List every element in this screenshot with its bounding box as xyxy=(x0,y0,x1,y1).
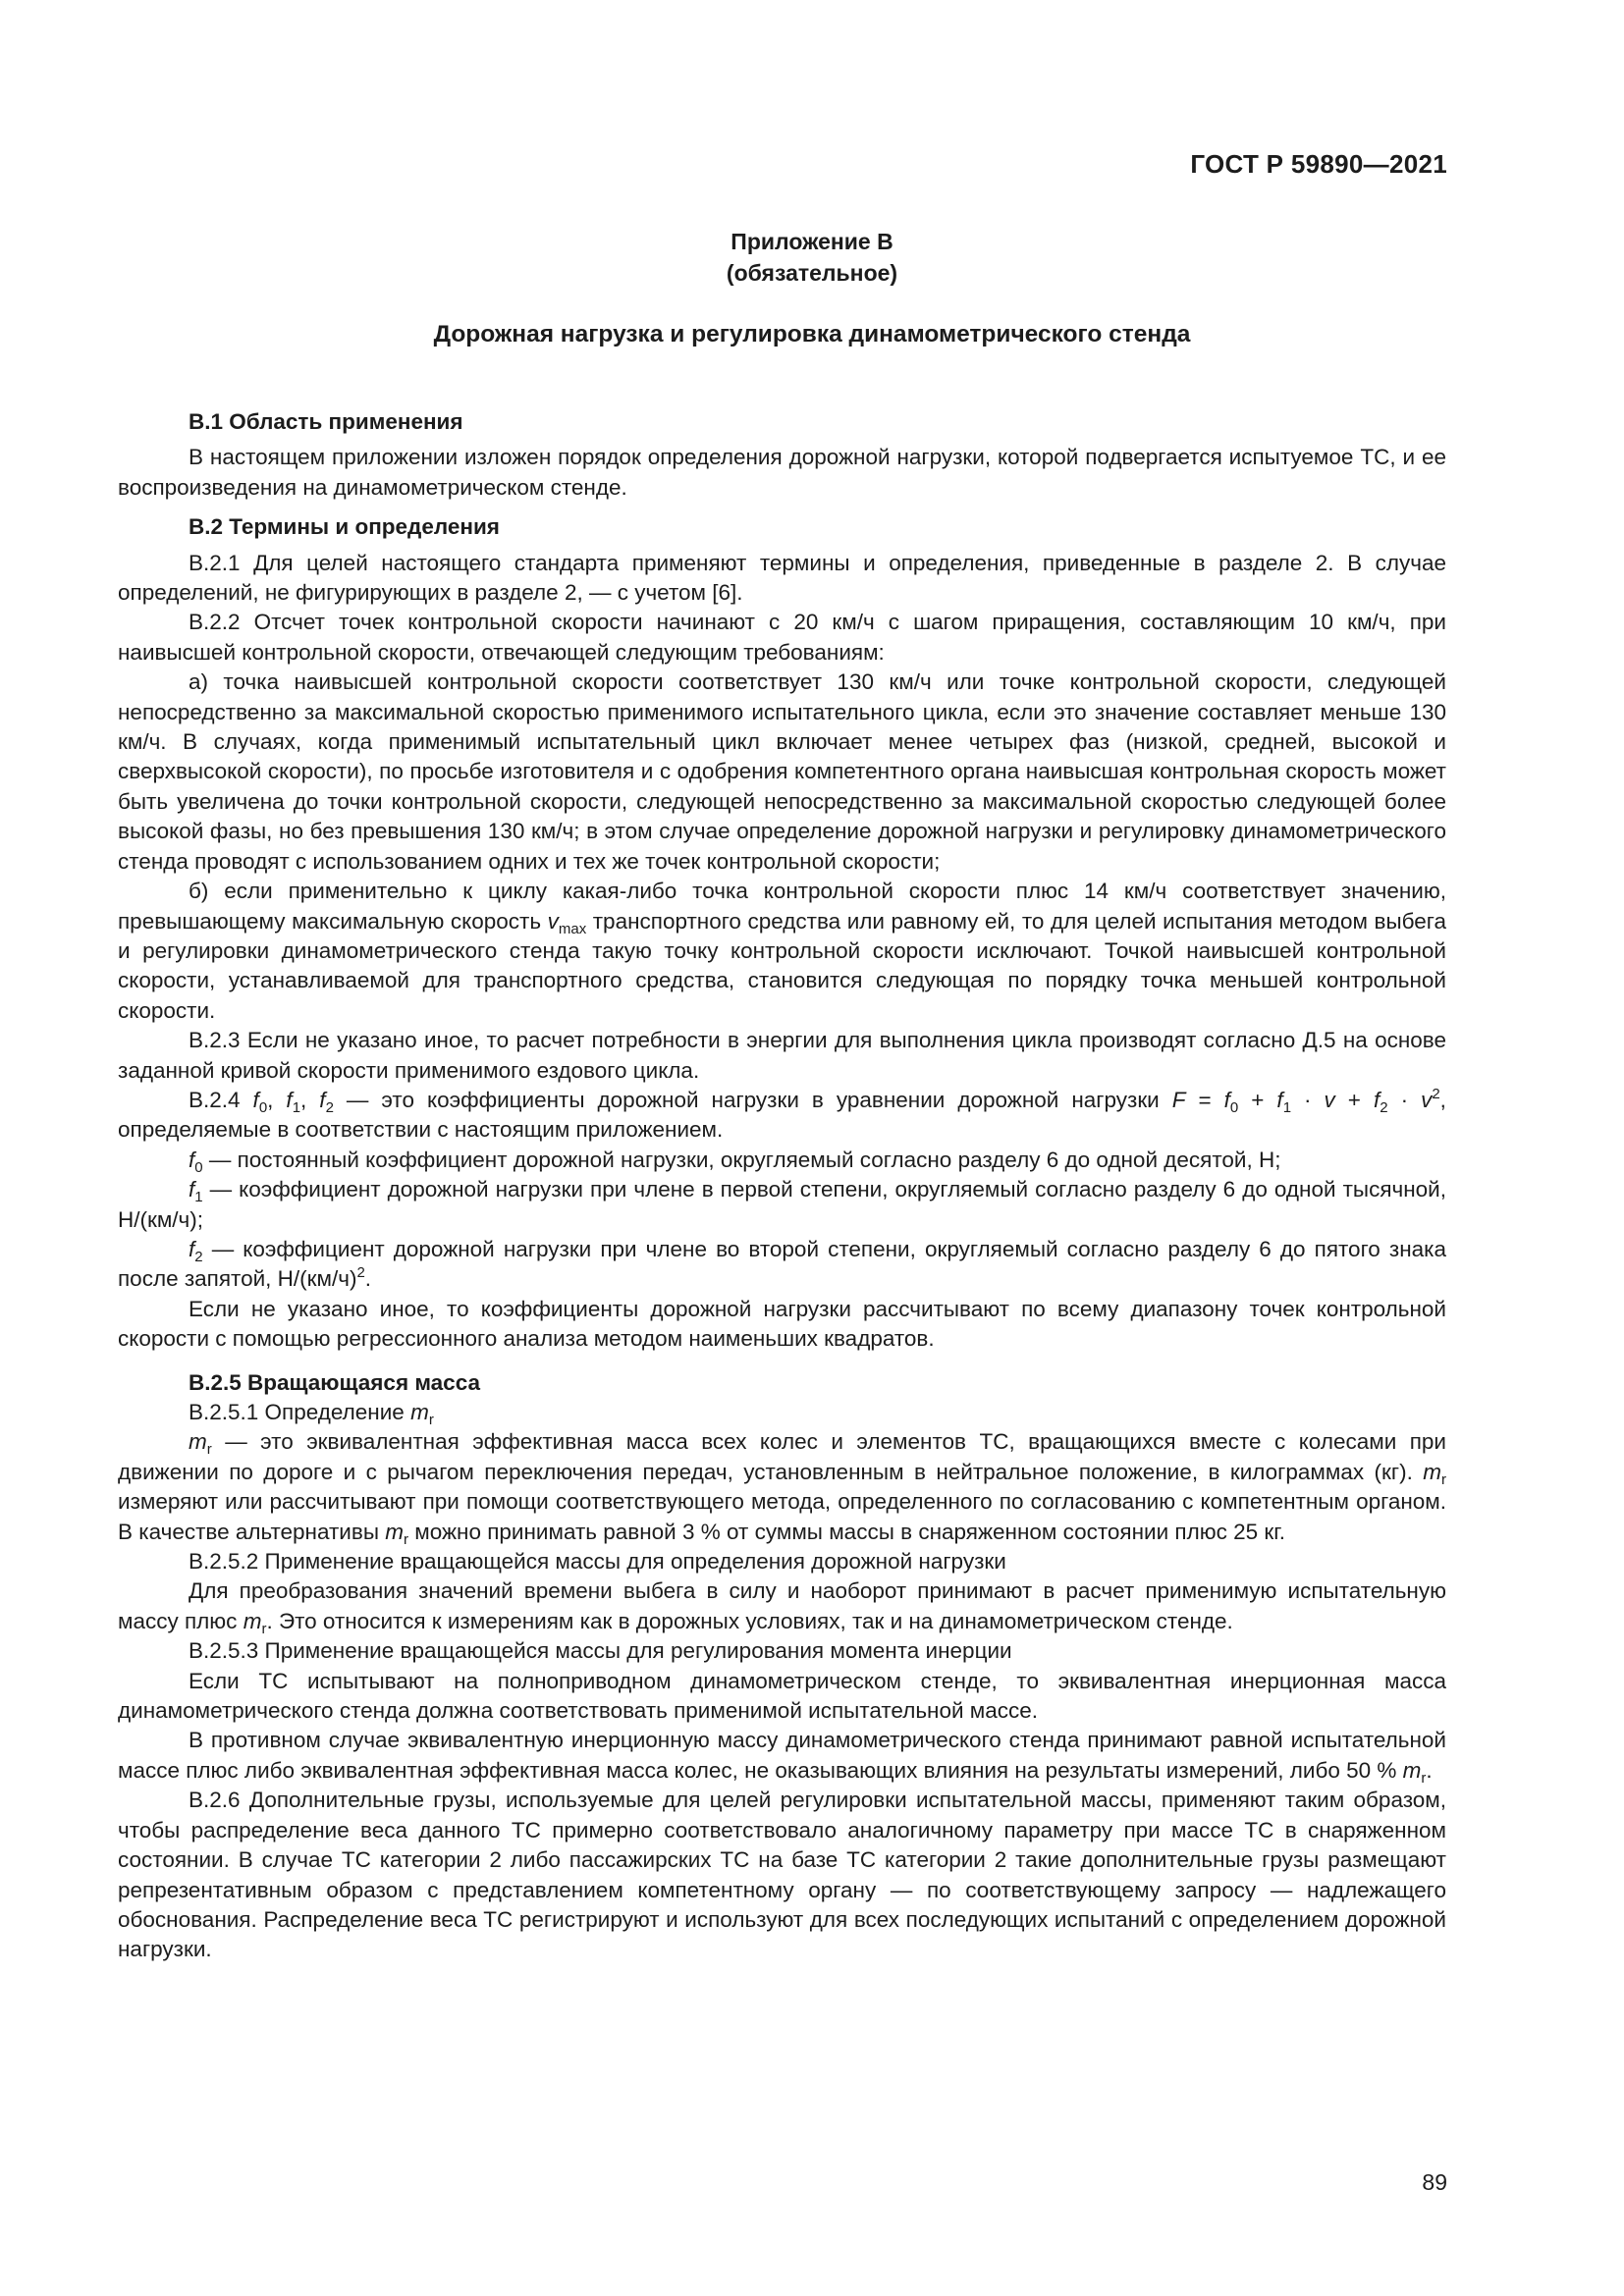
road-load-equation: $F = f_0 + f_1 \cdot v + f_2 \cdot v^2$ xyxy=(1171,1085,1440,1116)
annex-body xyxy=(118,398,1446,1965)
paragraph-b2-3: В.2.3 Если не указано иное, то расчет потребности в энергии для выполнения цикла производят согласно Д.5 на основе заданной кривой скорости применимого ездового цикла. xyxy=(118,1028,1446,1083)
list-item-b: б) если применительно к циклу какая-либо точка контрольной скорости плюс 14 км/ч соответствует значению, превышающему максимальную скорость $v_{max}$ транспортного средства или равному ей, то для целей испытания методом выбега и регулировки динамометрического стенда такую точку контрольной скорости исключают. Точкой наивысшей контрольной скорости, устанавливаемой для транспортного средства, становится следующая по порядку точка меньшей контрольной скорости. xyxy=(118,879,1447,1023)
paragraph-b253: В.2.5.3 Применение вращающейся массы для регулирования момента инерции xyxy=(189,1638,1012,1664)
annex-status: (обязательное) xyxy=(726,260,898,286)
paragraph-b2-1: В.2.1 Для целей настоящего стандарта применяют термины и определения, приведенные в разделе 2. В случае определений, не фигурирующих в разделе 2, — с учетом [6]. xyxy=(118,550,1446,606)
standard-designation: ГОСТ Р 59890—2021 xyxy=(1190,149,1447,179)
definition-f0: $f_0$ — постоянный коэффициент дорожной нагрузки, округляемый согласно разделу 6 до одной десятой, Н; xyxy=(189,1147,1281,1176)
definition-f2: $f_2$ — коэффициент дорожной нагрузки при члене во второй степени, округляемый согласно разделу 6 до пятого знака после запятой, $Н/(км/ч)^2$. xyxy=(118,1236,1446,1292)
paragraph-b26: В.2.6 Дополнительные грузы, используемые для целей регулировки испытательной массы, применяют таким образом, чтобы распределение веса данного ТС примерно соответствовало аналогичному параметру при массе ТС в снаряженном состоянии. В случае ТС категории 2 либо пассажирских ТС на базе ТС категории 2 такие дополнительные грузы размещают репрезентативным образом с представлением компетентному органу — по соответствующему запросу — надлежащего обоснования. Распределение веса ТС регистрируют и используют для всех последующих испытаний с определением дорожной нагрузки. xyxy=(118,1788,1446,1962)
paragraph-b253-text-2: В противном случае эквивалентную инерционную массу динамометрического стенда принимают равной испытательной массе плюс либо эквивалентная эффективная масса колес, не оказывающих влияния на результаты измерений, либо 50 % $m_r$. xyxy=(118,1728,1446,1787)
paragraph-b252-text: Для преобразования значений времени выбега в силу и наоборот принимают в расчет применимую испытательную массу плюс $m_r$. Это относится к измерениям как в дорожных условиях, так и на динамометрическом стенде. xyxy=(118,1578,1446,1637)
definition-f1: $f_1$ — коэффициент дорожной нагрузки при члене в первой степени, округляемый согласно разделу 6 до одной тысячной, Н/(км/ч); xyxy=(118,1177,1446,1232)
annex-name: Приложение В xyxy=(731,229,893,254)
paragraph-b251: В.2.5.1 Определение $m_r$ xyxy=(189,1400,434,1428)
section-heading-b1: В.1 Область применения xyxy=(189,409,463,434)
paragraph-b253-text-1: Если ТС испытывают на полноприводном динамометрическом стенде, то эквивалентная инерционная масса динамометрического стенда должна соответствовать применимой испытательной массе. xyxy=(118,1668,1446,1724)
section-heading-b2: В.2 Термины и определения xyxy=(189,514,500,540)
page-number: 89 xyxy=(1422,2169,1447,2195)
section-heading-b25: В.2.5 Вращающаяся масса xyxy=(189,1369,480,1395)
paragraph-b2-4: В.2.4 $f_0$, $f_1$, $f_2$ — это коэффициенты дорожной нагрузки в уравнении дорожной нагрузки $F = f_0 + f_1 \cdot v + f_2 \cdot v^2$, определяемые в соответствии с настоящим приложением. xyxy=(118,1085,1446,1143)
annex-title: Дорожная нагрузка и регулировка динамометрического стенда xyxy=(433,321,1191,347)
paragraph-b252: В.2.5.2 Применение вращающейся массы для определения дорожной нагрузки xyxy=(189,1549,1006,1575)
paragraph-b2-5: Если не указано иное, то коэффициенты дорожной нагрузки рассчитывают по всему диапазону точек контрольной скорости с помощью регрессионного анализа методом наименьших квадратов. xyxy=(118,1296,1446,1352)
paragraph-b2-2: В.2.2 Отсчет точек контрольной скорости начинают с 20 км/ч с шагом приращения, составляющим 10 км/ч, при наивысшей контрольной скорости, отвечающей следующим требованиям: xyxy=(118,610,1446,665)
paragraph-b1: В настоящем приложении изложен порядок определения дорожной нагрузки, которой подвергается испытуемое ТС, и ее воспроизведения на динамометрическом стенде. xyxy=(118,445,1446,500)
definition-mr: $m_r$ — это эквивалентная эффективная масса всех колес и элементов ТС, вращающихся вместе с колесами при движении по дороге и с рычагом переключения передач, установленным в нейтральное положение, в килограммах (кг). $m_r$ измеряют или рассчитывают при помощи соответствующего метода, определенного по согласованию с компетентным органом. В качестве альтернативы $m_r$ можно принимать равной 3 % от суммы массы в снаряженном состоянии плюс 25 кг. xyxy=(118,1429,1446,1548)
annex-header xyxy=(0,226,1624,289)
list-item-a: а) точка наивысшей контрольной скорости соответствует 130 км/ч или точке контрольной скорости, следующей непосредственно за максимальной скоростью применимого испытательного цикла, если это значение составляет меньше 130 км/ч. В случаях, когда применимый испытательный цикл включает менее четырех фаз (низкой, средней, высокой и сверхвысокой скорости), по просьбе изготовителя и с одобрения компетентного органа наивысшая контрольная скорость может быть увеличена до точки контрольной скорости, следующей непосредственно за максимальной скоростью следующей более высокой фазы, но без превышения 130 км/ч; в этом случае определение дорожной нагрузки и регулировку динамометрического стенда проводят с использованием одних и тех же точек контрольной скорости; xyxy=(118,669,1446,874)
